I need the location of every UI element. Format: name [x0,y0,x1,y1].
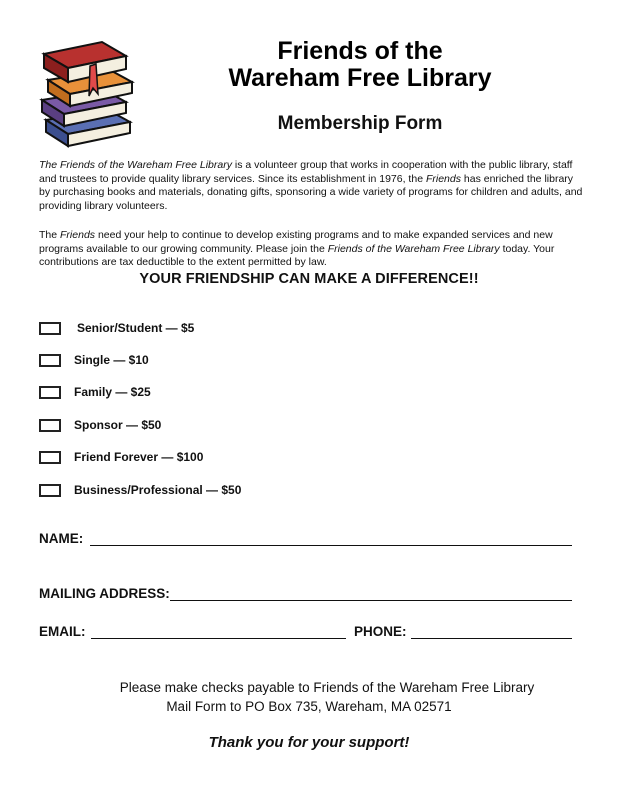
mailing-address-label: MAILING ADDRESS: [39,586,170,601]
email-label: EMAIL: [39,624,86,639]
membership-option-label: Friend Forever — $100 [74,450,204,464]
checkbox[interactable] [39,322,61,335]
friendship-headline: YOUR FRIENDSHIP CAN MAKE A DIFFERENCE!! [139,271,479,287]
org-name-italic: The Friends of the Wareham Free Library [39,159,232,171]
intro-p2-text-a: The [39,229,61,241]
membership-option-business[interactable] [39,482,241,498]
title-line-1: Friends of the [277,37,443,65]
phone-field[interactable] [411,638,572,639]
membership-option-senior-student[interactable] [39,320,194,336]
title-line-2: Wareham Free Library [228,64,492,92]
checkbox[interactable] [39,451,61,464]
checkbox[interactable] [39,386,61,399]
membership-option-single[interactable] [39,352,149,368]
mail-form-address: Mail Form to PO Box 735, Wareham, MA 02571 [166,699,452,714]
friends-italic: Friends [425,172,461,185]
name-field[interactable] [90,545,572,546]
name-label: NAME: [39,531,84,546]
membership-option-sponsor[interactable] [39,417,161,433]
page-title [150,38,570,92]
form-subtitle: Membership Form [277,113,443,134]
checkbox[interactable] [39,354,61,367]
email-field[interactable] [91,638,346,639]
intro-p1-text-b: has enriched the library by purchasing books and materials, donating gifts, sponsoring a wide variety of programs for children and adults, and providing library volunteers. [39,172,583,212]
checkbox[interactable] [39,484,61,497]
friends-italic-2: Friends [60,229,96,241]
checks-payable-note: Please make checks payable to Friends of the Wareham Free Library [119,680,535,695]
thank-you-note: Thank you for your support! [208,734,410,751]
intro-paragraph-2 [39,229,584,270]
membership-option-label: Single — $10 [74,353,149,367]
checkbox[interactable] [39,419,61,432]
membership-option-label: Sponsor — $50 [74,418,162,432]
membership-option-family[interactable] [39,384,151,400]
org-name-italic-2: Friends of the Wareham Free Library [327,242,500,255]
membership-option-friend-forever[interactable] [39,449,203,465]
stack-of-books-icon [38,36,138,148]
membership-option-label: Family — $25 [74,385,151,399]
mailing-address-field[interactable] [170,600,572,601]
phone-label: PHONE: [354,624,407,639]
intro-p1-text-a: is a volunteer group that works in cooperation with the public library, staff and trustees to provide quality library services. Since its establishment in 1976, the [39,159,573,185]
membership-option-label: Business/Professional — $50 [74,483,242,497]
intro-p2-text-c: today. Your contributions are tax deductible to the extent permitted by law. [39,242,555,268]
membership-option-label: Senior/Student — $5 [77,321,195,335]
intro-paragraph-1 [39,159,584,213]
intro-p2-text-b: need your help to continue to develop existing programs and to make expanded services and new programs available to our growing community. Please join the [39,229,553,255]
